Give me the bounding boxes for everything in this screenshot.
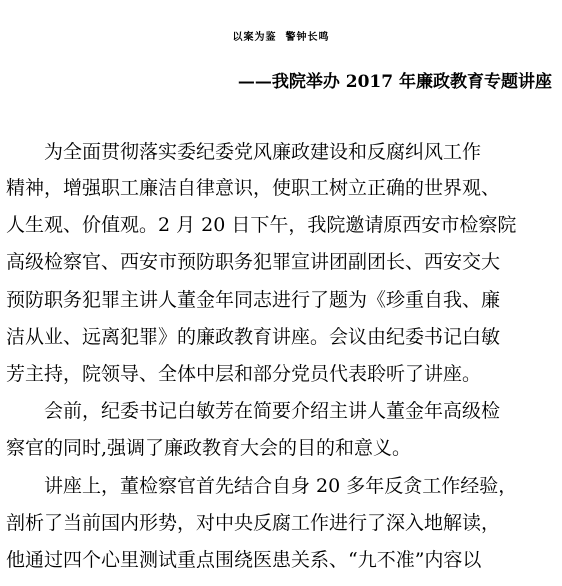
body-line: 剖析了当前国内形势，对中央反腐工作进行了深入地解读， bbox=[6, 512, 501, 534]
body-line: 会前，纪委书记白敏芳在简要介绍主讲人董金年高级检 bbox=[6, 400, 501, 422]
body-line: 预防职务犯罪主讲人董金年同志进行了题为《珍重自我、廉 bbox=[6, 289, 501, 311]
body-line: 人生观、价值观。2 月 20 日下午，我院邀请原西安市检察院 bbox=[6, 214, 517, 236]
body-line: 讲座上，董检察官首先结合自身 20 多年反贪工作经验， bbox=[6, 475, 518, 497]
body-line: 察官的同时,强调了廉政教育大会的目的和意义。 bbox=[6, 437, 412, 459]
body-line: 高级检察官、西安市预防职务犯罪宣讲团副团长、西安交大 bbox=[6, 251, 501, 273]
body-line: 洁从业、远离犯罪》的廉政教育讲座。会议由纪委书记白敏 bbox=[6, 326, 501, 348]
document-subtitle: ——我院举办 2017 年廉政教育专题讲座 bbox=[237, 72, 552, 92]
body-line: 精神，增强职工廉洁自律意识，使职工树立正确的世界观、 bbox=[6, 177, 501, 199]
body-line: 他通过四个心里测试重点围绕医患关系、“九不准”内容以 bbox=[6, 549, 482, 571]
body-line: 芳主持，院领导、全体中层和部分党员代表聆听了讲座。 bbox=[6, 363, 482, 385]
document-title: 以案为鉴 警钟长鸣 bbox=[232, 32, 330, 43]
body-line: 为全面贯彻落实委纪委党风廉政建设和反腐纠风工作 bbox=[6, 141, 482, 163]
